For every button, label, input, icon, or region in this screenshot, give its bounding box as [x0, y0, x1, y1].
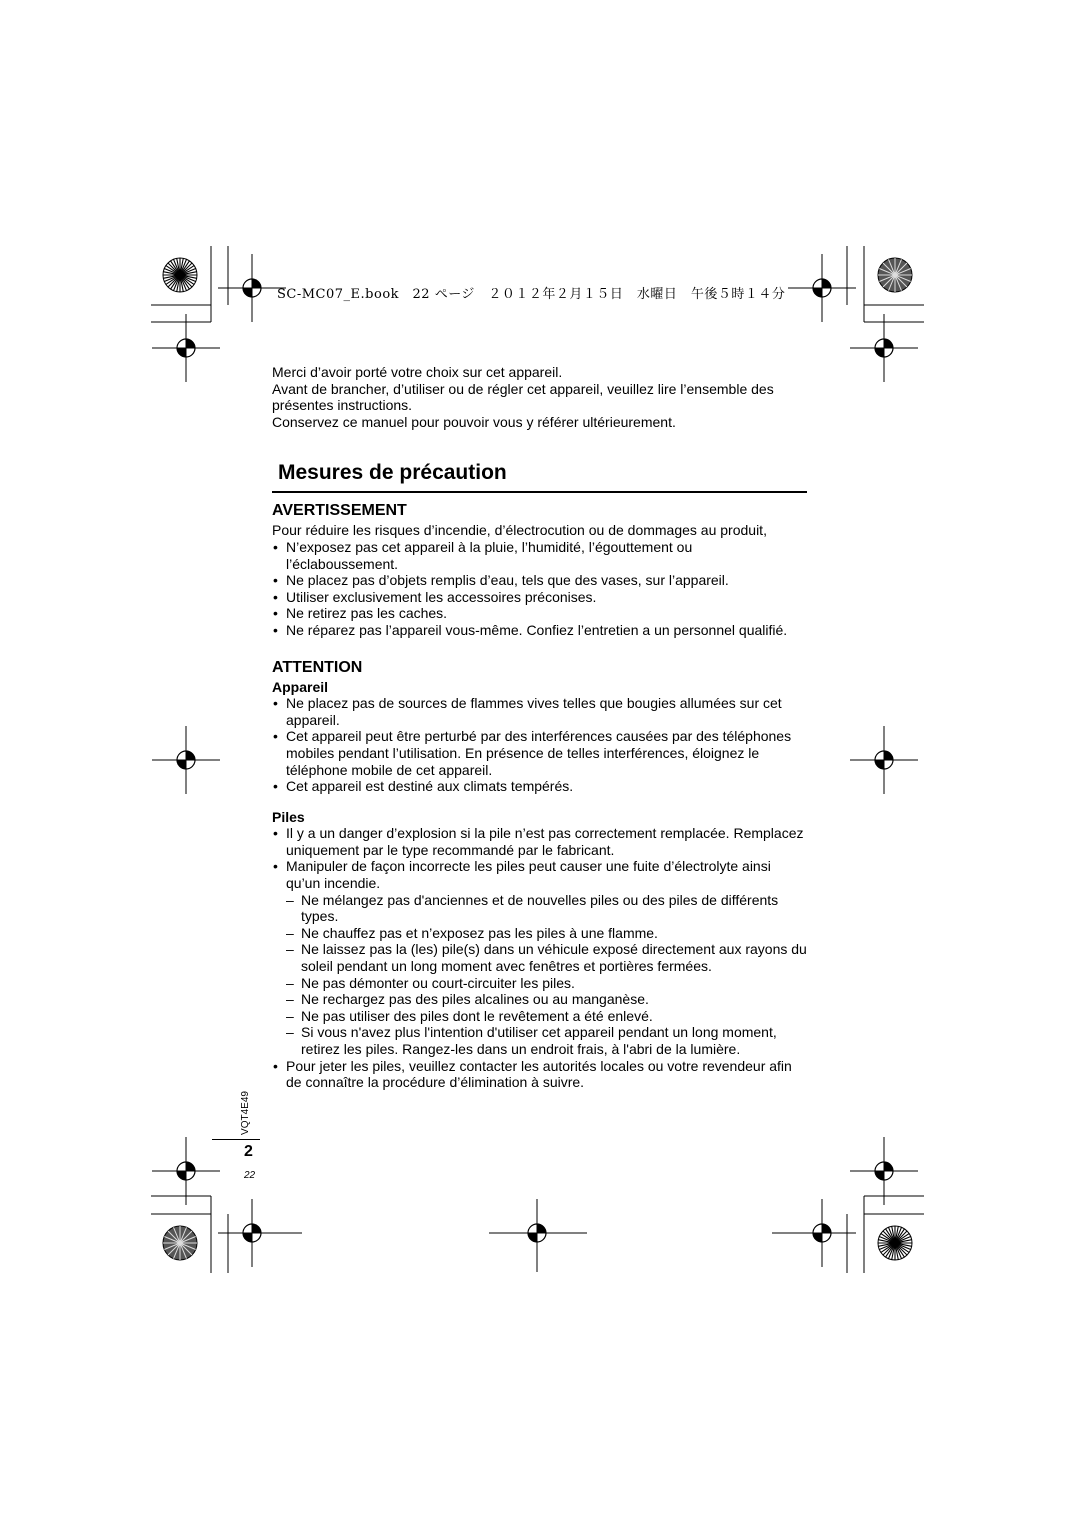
avertissement-heading: AVERTISSEMENT	[272, 502, 407, 520]
print-header: SC-MC07_E.book 22 ページ ２０１２年２月１５日 水曜日 午後５時１４分	[277, 287, 786, 302]
list-item-text: Manipuler de façon incorrecte les piles peut causer une fuite d’électrolyte ainsi qu’un incendie.	[286, 858, 771, 892]
appareil-list	[272, 695, 807, 795]
document-body	[272, 364, 807, 1091]
intro-line: Conservez ce manuel pour pouvoir vous y référer ultérieurement.	[272, 413, 676, 430]
piles-sub-list	[286, 892, 807, 1058]
sub-list-item: – Ne chauffez pas et n’exposez pas les piles à une flamme.	[286, 925, 807, 942]
sub-list-item: – Ne rechargez pas des piles alcalines ou au manganèse.	[286, 991, 807, 1008]
list-item: • Ne réparez pas l’appareil vous-même. Confiez l’entretien a un personnel qualifié.	[272, 622, 807, 639]
list-item: • Ne retirez pas les caches.	[272, 605, 807, 622]
list-item: • Ne placez pas de sources de flammes vives telles que bougies allumées sur cet appareil.	[272, 695, 807, 728]
list-item	[272, 858, 807, 1057]
list-item: • Cet appareil est destiné aux climats tempérés.	[272, 778, 807, 795]
sub-list-item: – Ne pas utiliser des piles dont le revêtement a été enlevé.	[286, 1008, 807, 1025]
list-item: • Il y a un danger d’explosion si la pile n’est pas correctement remplacée. Remplacez uniquement par le type recommandé par le fabricant.	[272, 825, 807, 858]
section-title: Mesures de précaution	[272, 460, 807, 493]
folio-divider	[212, 1139, 260, 1140]
list-item: • Utiliser exclusivement les accessoires préconises.	[272, 589, 807, 606]
list-item: • Ne placez pas d’objets remplis d’eau, tels que des vases, sur l’appareil.	[272, 572, 807, 589]
list-item: • Pour jeter les piles, veuillez contacter les autorités locales ou votre revendeur afin de connaître la procédure d’élimination à suivre.	[272, 1058, 807, 1091]
page-number: 2	[244, 1143, 253, 1160]
intro-line: Avant de brancher, d’utiliser ou de régler cet appareil, veuillez lire l’ensemble des présentes instructions.	[272, 380, 774, 414]
intro-line: Merci d’avoir porté votre choix sur cet appareil.	[272, 364, 563, 380]
list-item: • Cet appareil peut être perturbé par des interférences causées par des téléphones mobiles pendant l’utilisation. En présence de telles interférences, éloignez le téléphone mobile de cet appareil.	[272, 728, 807, 778]
intro-block	[272, 364, 807, 430]
avertissement-lead: Pour réduire les risques d’incendie, d’électrocution ou de dommages au produit,	[272, 522, 767, 539]
list-item: • N’exposez pas cet appareil à la pluie, l’humidité, l’égouttement ou l’éclaboussement.	[272, 539, 807, 572]
sub-list-item: – Ne mélangez pas d'anciennes et de nouvelles piles ou des piles de différents types.	[286, 892, 807, 925]
piles-heading: Piles	[272, 808, 305, 825]
piles-list	[272, 825, 807, 1091]
sub-list-item: – Ne pas démonter ou court-circuiter les piles.	[286, 975, 807, 992]
sub-list-item: – Si vous n'avez plus l'intention d'utiliser cet appareil pendant un long moment, retirez les piles. Rangez-les dans un endroit frais, à l'abri de la lumière.	[286, 1024, 807, 1057]
avertissement-list	[272, 539, 807, 639]
model-code: VQT4E49	[240, 1091, 251, 1135]
book-page-number: 22	[244, 1170, 256, 1181]
sub-list-item: – Ne laissez pas la (les) pile(s) dans un véhicule exposé directement aux rayons du soleil pendant un long moment avec fenêtres et portières fermées.	[286, 941, 807, 974]
attention-heading: ATTENTION	[272, 658, 363, 676]
appareil-heading: Appareil	[272, 678, 329, 695]
